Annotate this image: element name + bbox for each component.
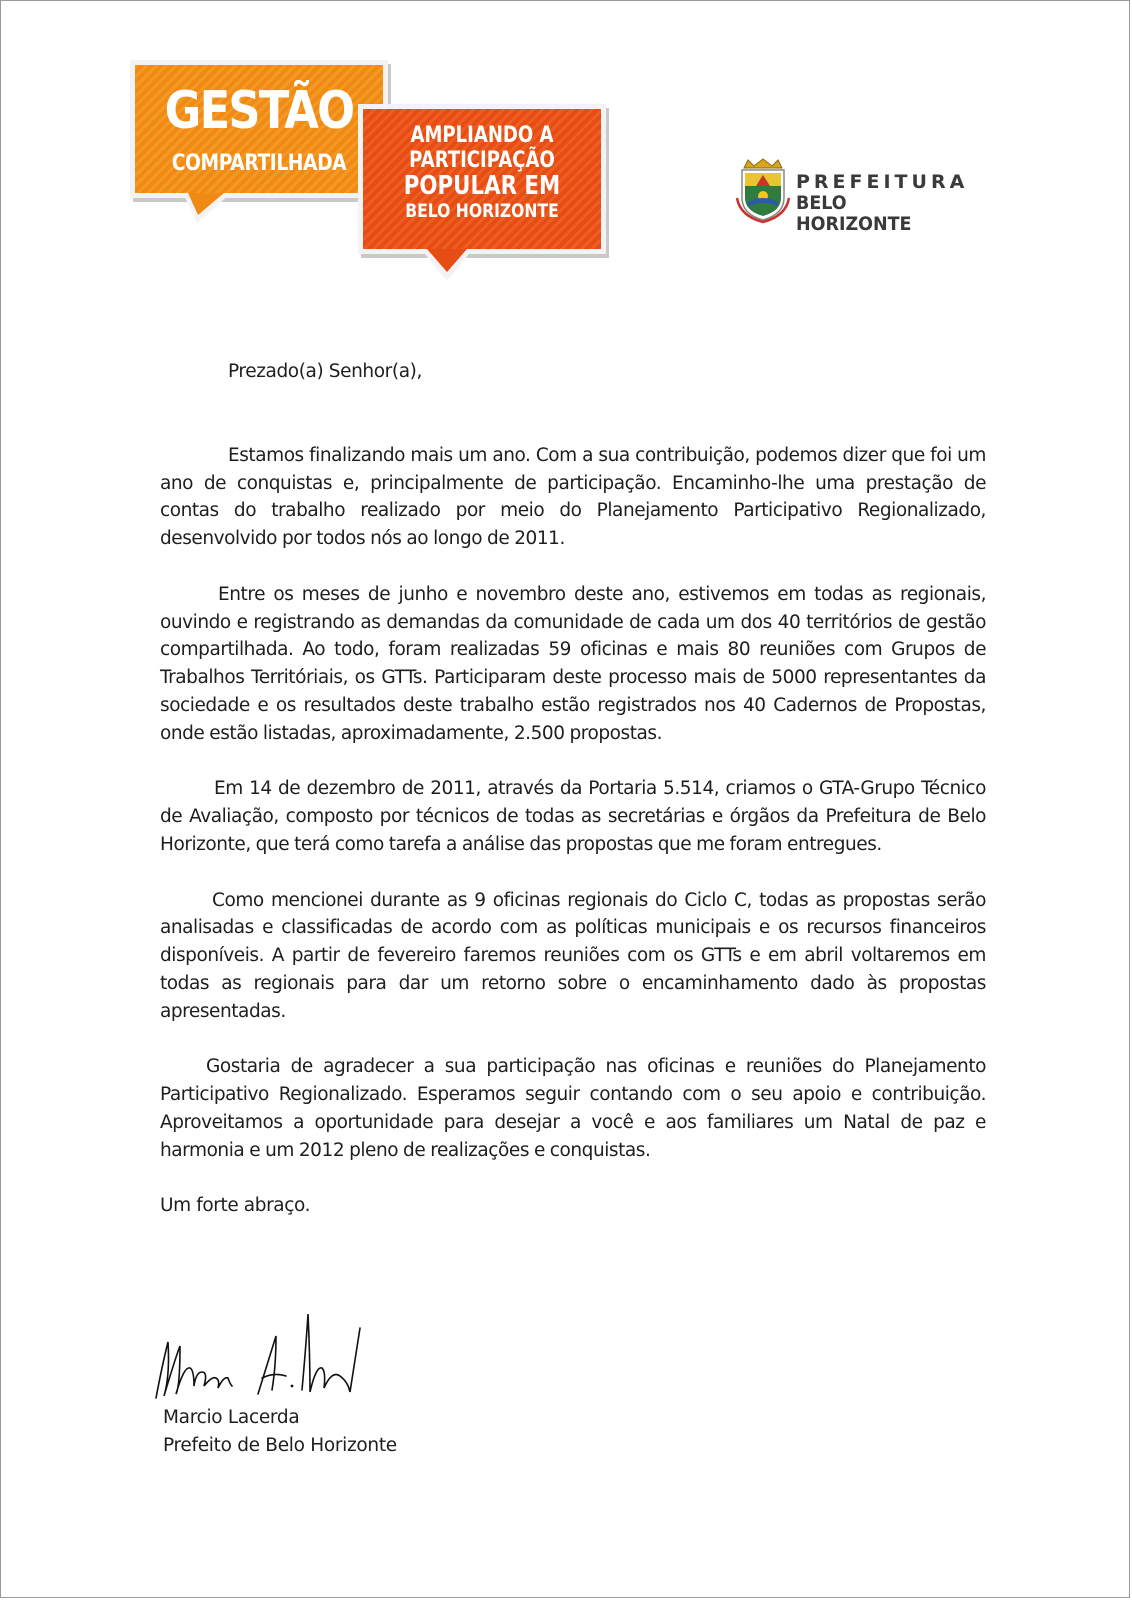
- paragraph-3: Em 14 de dezembro de 2011, através da Portaria 5.514, criamos o GTA-Grupo Técnico de Avaliação, composto por técnicos de todas as secretárias e órgãos da Prefeitura de Belo Horizonte, que terá como tarefa a análise das propostas que me foram entregues.: [160, 778, 986, 855]
- signature-image: [150, 1306, 380, 1406]
- paragraph-1: Estamos finalizando mais um ano. Com a sua contribuição, podemos dizer que foi um ano de conquistas e, principalmente de participação. Encaminho-lhe uma prestação de contas do trabalho realizado por meio do Planejamento Participativo Regionalizado, desenvolvido por todos nós ao longo de 2011.: [160, 444, 986, 550]
- signer-name: Marcio Lacerda: [163, 1407, 300, 1428]
- ampliando-line-3: POPULAR EM: [403, 171, 561, 201]
- salutation: Prezado(a) Senhor(a),: [228, 361, 422, 382]
- paragraph-4: Como mencionei durante as 9 oficinas regionais do Ciclo C, todas as propostas serão analisadas e classificadas de acordo com as políticas municipais e os recursos financeiros disponíveis. A partir de fevereiro faremos reuniões com os GTTs e em abril voltaremos em todas as regionais para dar um retorno sobre o encaminhamento dado às propostas apresentadas.: [160, 889, 986, 1022]
- ampliando-bubble: [358, 104, 606, 254]
- ampliando-line-4: BELO HORIZONTE: [405, 200, 559, 222]
- paragraph-2: Entre os meses de junho e novembro deste ano, estivemos em todas as regionais, ouvindo e registrando as demandas da comunidade de cada um dos 40 territórios de gestão compartilhada. Ao todo, foram realizadas 59 oficinas e mais 80 reuniões com Grupos de Trabalhos Territóriais, os GTTs. Participaram deste processo mais de 5000 representantes da sociedade e os resultados deste trabalho estão registrados nos 40 Cadernos de Propostas, onde estão listadas, aproximadamente, 2.500 propostas.: [160, 583, 986, 744]
- gestao-title: GESTÃO: [164, 81, 354, 141]
- closing: Um forte abraço.: [160, 1195, 311, 1217]
- ampliando-line-2: PARTICIPAÇÃO: [409, 148, 555, 173]
- ampliando-line-1: AMPLIANDO A: [410, 123, 554, 148]
- prefeitura-logo: [734, 158, 974, 235]
- gestao-compartilhada-logo: [128, 54, 628, 284]
- signer-title: Prefeito de Belo Horizonte: [163, 1435, 397, 1456]
- paragraph-5: Gostaria de agradecer a sua participação nas oficinas e reuniões do Planejamento Participativo Regionalizado. Esperamos seguir contando com o seu apoio e contribuição. Aproveitamos a oportunidade para desejar a você e aos familiares um Natal de paz e harmonia e um 2012 pleno de realizações e conquistas.: [160, 1056, 986, 1161]
- signer-block: [163, 1404, 397, 1460]
- gestao-subtitle: COMPARTILHADA: [171, 151, 347, 176]
- coat-of-arms-icon: [734, 158, 792, 224]
- letter-body: [160, 358, 986, 1220]
- ampliando-text: [384, 123, 579, 223]
- gestao-bubble: [130, 60, 388, 198]
- prefeitura-label: PREFEITURA: [796, 171, 969, 193]
- belo-horizonte-label: BELO HORIZONTE: [796, 192, 912, 235]
